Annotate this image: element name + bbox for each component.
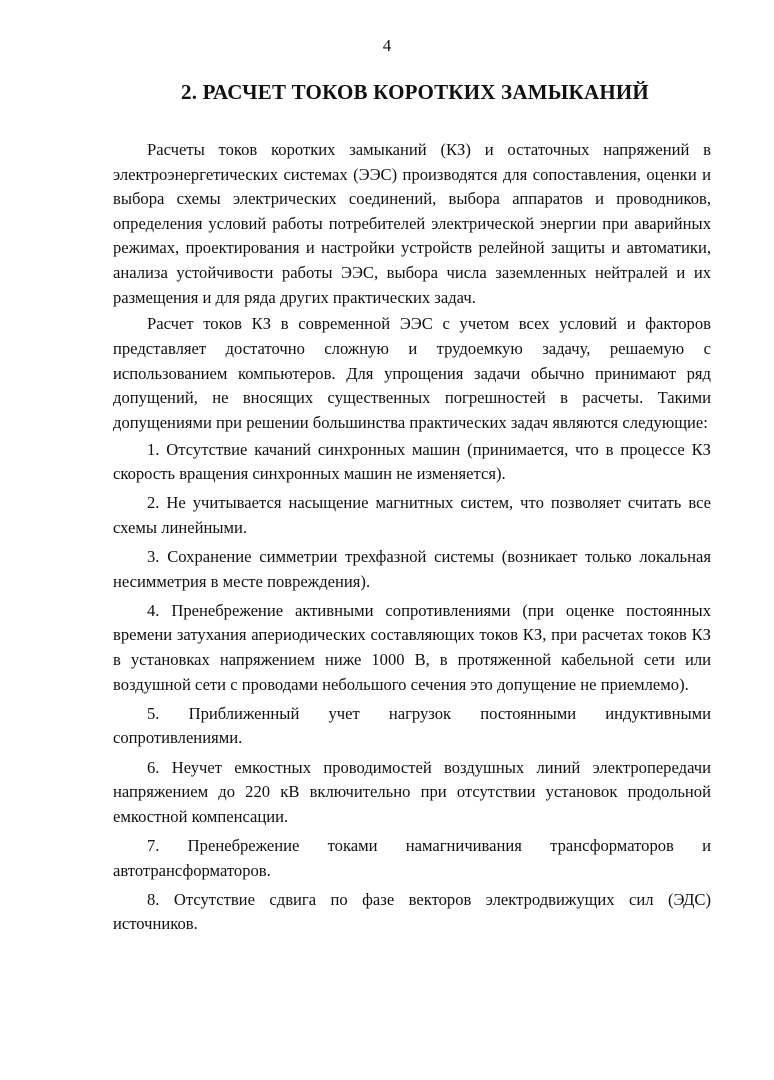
- assumption-item: 4. Пренебрежение активными сопротивлениями (при оценке постоянных времени затухания апериодических составляющих токов КЗ, при расчетах токов КЗ в установках напряжением ниже 1000 В, в протяженной кабельной сети или воздушной сети с проводами небольшого сечения это допущение не приемлемо).: [113, 600, 711, 694]
- intro-paragraph: Расчет токов КЗ в современной ЭЭС с учетом всех условий и факторов представляет достаточно сложную и трудоемкую задачу, решаемую с использованием компьютеров. Для упрощения задачи обычно принимают ряд допущений, не вносящих существенных погрешностей в расчеты. Такими допущениями при решении большинства практических задач являются следующие:: [113, 314, 711, 432]
- assumption-item: 6. Неучет емкостных проводимостей воздушных линий электропередачи напряжением до 220 кВ включительно при отсутствии установок продольной емкостной компенсации.: [113, 757, 711, 826]
- body-text: [113, 138, 711, 942]
- assumption-item: 1. Отсутствие качаний синхронных машин (принимается, что в процессе КЗ скорость вращения синхронных машин не изменяется).: [113, 439, 711, 484]
- assumption-item: 2. Не учитывается насыщение магнитных систем, что позволяет считать все схемы линейными.: [113, 493, 711, 537]
- assumption-item: 3. Сохранение симметрии трехфазной системы (возникает только локальная несимметрия в месте повреждения).: [113, 547, 711, 591]
- section-title: 2. РАСЧЕТ ТОКОВ КОРОТКИХ ЗАМЫКАНИЙ: [181, 80, 649, 104]
- assumption-item: 5. Приближенный учет нагрузок постоянными индуктивными сопротивлениями.: [113, 703, 711, 748]
- page-number: 4: [382, 36, 392, 55]
- assumption-item: 8. Отсутствие сдвига по фазе векторов электродвижущих сил (ЭДС) источников.: [113, 889, 711, 934]
- assumption-item: 7. Пренебрежение токами намагничивания трансформаторов и автотрансформаторов.: [113, 835, 711, 880]
- intro-paragraph: Расчеты токов коротких замыканий (КЗ) и остаточных напряжений в электроэнергетических системах (ЭЭС) производятся для сопоставления, оценки и выбора схемы электрических соединений, выбора аппаратов и проводников, определения условий работы потребителей электрической энергии при аварийных режимах, проектирования и настройки устройств релейной защиты и автоматики, анализа устойчивости работы ЭЭС, выбора числа заземленных нейтралей и их размещения и для ряда других практических задач.: [113, 140, 711, 307]
